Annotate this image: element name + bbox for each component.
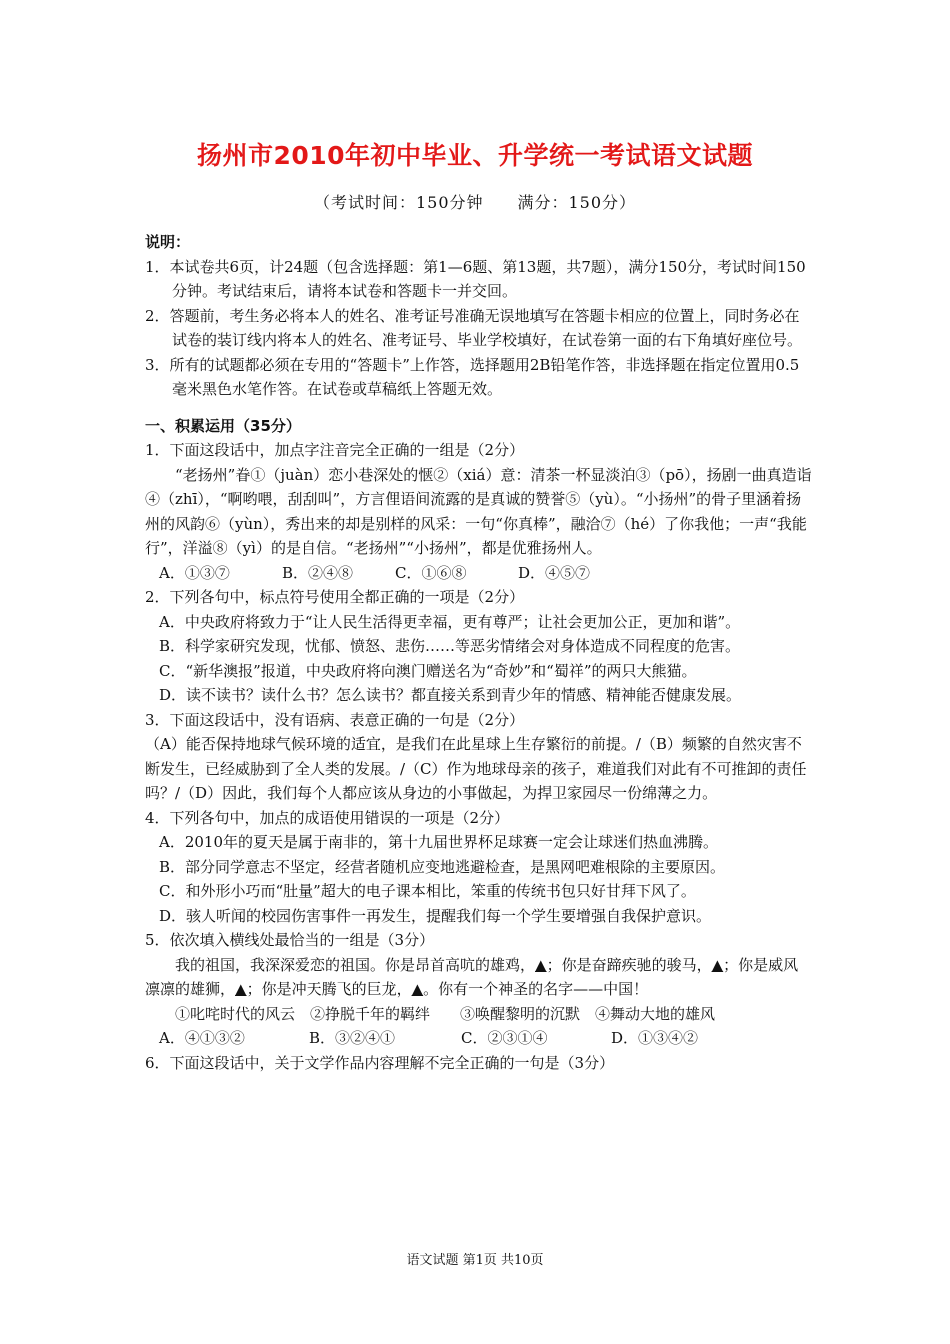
instruction-item: 2．答题前，考生务必将本人的姓名、准考证号准确无误地填写在答题卡相应的位置上，同时务必在试卷的装订线内将本人的姓名、准考证号、毕业学校填好，在试卷第一面的右下角填好座位号。 [145, 306, 803, 349]
choice-a: A．①③⑦ [159, 563, 230, 582]
exam-body [145, 230, 813, 1075]
question-stem: 5．依次填入横线处最恰当的一组是（3分） [145, 931, 435, 949]
question-stem: 3．下面这段话中，没有语病、表意正确的一句是（2分） [145, 710, 525, 729]
choice-a: A．④①③② [159, 1029, 245, 1047]
question-stem: 4．下列各句中，加点的成语使用错误的一项是（2分） [145, 808, 510, 827]
answer-choices [145, 561, 813, 586]
answer-blank: ▲ [711, 955, 724, 974]
answer-blank: ▲ [411, 980, 424, 998]
choice-b: B．③②④① [309, 1029, 396, 1047]
choice-c: C．“新华澳报”报道，中央政府将向澳门赠送名为“奇妙”和“蜀祥”的两只大熊猫。 [159, 661, 697, 680]
question-stem: 6．下面这段话中，关于文学作品内容理解不完全正确的一句是（3分） [145, 1053, 615, 1072]
answer-blank: ▲ [235, 980, 247, 998]
instructions-heading: 说明： [145, 233, 191, 251]
choice-b: B．科学家研究发现，忧郁、愤怒、悲伤……等恶劣情绪会对身体造成不同程度的危害。 [159, 637, 741, 655]
question-passage: 我的祖国，我深深爱恋的祖国。你是昂首高吭的雄鸡，▲；你是奋蹄疾驰的骏马，▲；你是威风凛凛的雄狮，▲；你是冲天腾飞的巨龙，▲。你有一个神圣的名字——中国！ [145, 955, 799, 998]
choice-d: D．④⑤⑦ [518, 563, 591, 582]
question-passage: “老扬州”眷①（juàn）恋小巷深处的惬②（xiá）意：清茶一杯显淡泊③（pō），扬剧一曲真造诣④（zhī），“啊哟喂，刮刮叫”，方言俚语间流露的是真诚的赞誉⑤（yù）。“小扬州”的骨子里涵着扬州的风韵⑥（yùn），秀出来的却是别样的风采：一句“你真棒”，融洽⑦（hé）了你我他；一声“我能行”，洋溢⑧（yì）的是自信。“老扬州”“小扬州”，都是优雅扬州人。 [145, 465, 812, 557]
answer-blank: ▲ [535, 955, 547, 974]
page-footer: 语文试题 第1页 共10页 [406, 1253, 544, 1268]
phrase-list: ①叱咤时代的风云 ②挣脱千年的羁绊 ③唤醒黎明的沉默 ④舞动大地的雄风 [175, 1004, 716, 1023]
choice-b: B．②④⑧ [282, 563, 354, 582]
choice-a: A．2010年的夏天是属于南非的，第十九届世界杯足球赛一定会让球迷们热血沸腾。 [159, 833, 719, 851]
choice-a: A．中央政府将致力于“让人民生活得更幸福，更有尊严；让社会更加公正，更加和谐”。 [159, 612, 741, 631]
instruction-item: 1．本试卷共6页，计24题（包含选择题：第1—6题、第13题，共7题），满分150分，考试时间150分钟。考试结束后，请将本试卷和答题卡一并交回。 [145, 257, 806, 300]
choice-d: D．骇人听闻的校园伤害事件一再发生，提醒我们每一个学生要增强自我保护意识。 [159, 906, 712, 925]
question-stem: 1．下面这段话中，加点字注音完全正确的一组是（2分） [145, 441, 525, 459]
answer-choices [145, 1026, 813, 1051]
choice-b: B．部分同学意志不坚定，经营者随机应变地逃避检查，是黑网吧难根除的主要原因。 [159, 857, 726, 876]
choice-c: C．②③①④ [461, 1029, 548, 1047]
question-stem: 2．下列各句中，标点符号使用全都正确的一项是（2分） [145, 588, 525, 606]
exam-subtitle: （考试时间：150分钟 满分：150分） [313, 193, 637, 212]
choice-c: C．①⑥⑧ [395, 563, 467, 582]
section-heading: 一、积累运用（35分） [145, 416, 301, 435]
choice-c: C．和外形小巧而“肚量”超大的电子课本相比，笨重的传统书包只好甘拜下风了。 [159, 882, 696, 900]
instruction-item: 3．所有的试题都必须在专用的“答题卡”上作答，选择题用2B铅笔作答，非选择题在指定位置用0.5毫米黑色水笔作答。在试卷或草稿纸上答题无效。 [145, 355, 800, 398]
choice-d: D．读不读书？读什么书？怎么读书？都直接关系到青少年的情感、精神能否健康发展。 [159, 686, 742, 704]
choice-d: D．①③④② [611, 1029, 699, 1047]
question-passage: （A）能否保持地球气候环境的适宜，是我们在此星球上生存繁衍的前提。/（B）频繁的自然灾害不断发生，已经威胁到了全人类的发展。/（C）作为地球母亲的孩子，难道我们对此有不可推卸的责任吗？/（D）因此，我们每个人都应该从身边的小事做起，为捍卫家园尽一份绵薄之力。 [145, 735, 807, 802]
exam-title: 扬州市2010年初中毕业、升学统一考试语文试题 [196, 141, 754, 170]
